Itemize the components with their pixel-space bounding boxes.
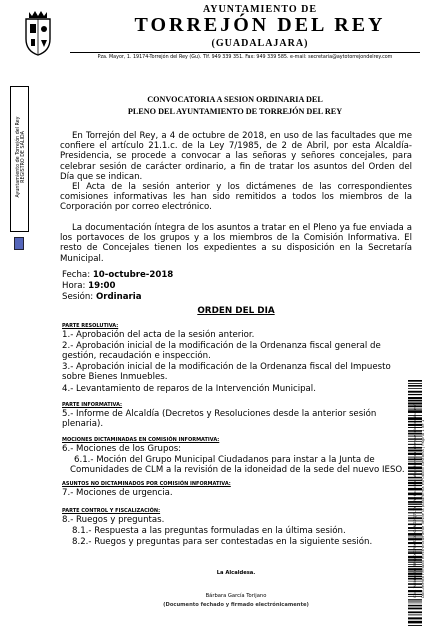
agenda-item-6-1: 6.1.- Moción del Grupo Municipal Ciudadanos para instar a la Junta de Comunidades de CLM a la revisión de la idoneidad de la sede del nuevo IESO. <box>70 455 405 476</box>
section-mociones-dictaminadas: MOCIONES DICTAMINADAS EN COMISIÓN INFORMATIVA: <box>62 437 220 443</box>
header-province: (GUADALAJARA) <box>211 38 309 49</box>
section-resolutiva: PARTE RESOLUTIVA: <box>62 323 119 329</box>
section-control: PARTE CONTROL Y FISCALIZACIÓN: <box>62 508 161 514</box>
agenda-title: ORDEN DEL DIA <box>197 306 275 316</box>
signature-name: Bárbara García Torijano <box>205 593 267 599</box>
date-label: Fecha: <box>62 270 91 280</box>
meeting-date <box>62 270 173 281</box>
stamp-text-b: REGISTRO DE SALIDA <box>21 131 26 183</box>
session-value: Ordinaria <box>95 292 142 302</box>
time-label: Hora: <box>62 281 86 291</box>
date-value: 10-octubre-2018 <box>92 270 174 280</box>
agenda-item-6: 6.- Mociones de los Grupos: <box>62 444 182 454</box>
section-informativa: PARTE INFORMATIVA: <box>62 402 123 408</box>
header-line1: AYUNTAMIENTO DE <box>203 4 317 15</box>
registry-stamp-text <box>16 82 26 232</box>
stamp-text-a: Ayuntamiento de Torrejón del Rey <box>16 116 21 198</box>
paragraph-documentation: La documentación íntegra de los asuntos a tratar en el Pleno ya fue enviada a los portavoces de los grupos y a los miembros de la Comisión Informativa. El resto de Concejales tienen los expedientes a su disposición en la Secretaría Municipal. <box>60 223 412 264</box>
document-title-line1: CONVOCATORIA A SESION ORDINARIA DEL <box>147 95 323 104</box>
header-rule <box>70 52 420 53</box>
signature-note: (Documento fechado y firmado electrónicamente) <box>163 602 309 608</box>
meeting-session <box>62 292 142 303</box>
time-value: 19:00 <box>88 281 116 291</box>
session-label: Sesión: <box>62 292 94 302</box>
meeting-time <box>62 281 116 292</box>
validation-code-text: Cód. Validación: 9RQ4XG7PKZAXDC4NG2KJ7L3Y | Verificación: http://torrejondelrey.sedelectronica.es/ <box>412 404 417 598</box>
agenda-item-1: 1.- Aprobación del acta de la sesión anterior. <box>62 330 255 340</box>
agenda-item-8-2: 8.2.- Ruegos y preguntas para ser contestadas en la siguiente sesión. <box>72 537 373 547</box>
agenda-item-3: 3.- Aprobación inicial de la modificación de la Ordenanza fiscal del Impuesto sobre Bienes Inmuebles. <box>62 362 391 383</box>
agenda-item-4: 4.- Levantamiento de reparos de la Intervención Municipal. <box>62 384 316 394</box>
header-municipality: TORREJÓN DEL REY <box>134 14 386 36</box>
agenda-item-7: 7.- Mociones de urgencia. <box>62 488 173 498</box>
agenda-item-5: 5.- Informe de Alcaldía (Decretos y Resoluciones desde la anterior sesión plenaria). <box>62 409 377 430</box>
signature-role: La Alcaldesa. <box>216 570 256 576</box>
e-signature-text: Documento firmado electrónicamente desde la plataforma esPublico Gestiona | Página 1 de 1 <box>420 419 425 598</box>
stamp-seal-icon <box>14 237 24 250</box>
paragraph-minutes: El Acta de la sesión anterior y los dictámenes de las correspondientes comisiones informativas les han sido remitidos a todos los miembros de la Corporación por correo electrónico. <box>60 182 412 213</box>
document-title-line2: PLENO DEL AYUNTAMIENTO DE TORREJÓN DEL REY <box>127 107 343 116</box>
agenda-item-2: 2.- Aprobación inicial de la modificación de la Ordenanza fiscal general de gestión, recaudación e inspección. <box>62 341 381 362</box>
paragraph-convocation: En Torrejón del Rey, a 4 de octubre de 2018, en uso de las facultades que me confiere el artículo 21.1.c. de la Ley 7/1985, de 2 de Abril, por esta Alcaldía-Presidencia, se procede a convocar a las señoras y señores concejales, para celebrar sesión de carácter ordinario, a fin de tratar los asuntos del Orden del Día que se indican. <box>60 131 412 182</box>
agenda-item-8: 8.- Ruegos y preguntas. <box>62 515 165 525</box>
coat-of-arms-icon <box>22 7 54 57</box>
agenda-item-8-1: 8.1.- Respuesta a las preguntas formuladas en la última sesión. <box>72 526 346 536</box>
section-asuntos-no-dictaminados: ASUNTOS NO DICTAMINADOS POR COMISIÓN INFORMATIVA: <box>62 481 231 487</box>
header-address: Pza. Mayor, 1. 19174-Torrejón del Rey (Gu). Tlf. 949 339 351. Fax: 949 339 585. e-mail: secretaria@aytotorrejondelrey.com <box>97 55 393 60</box>
